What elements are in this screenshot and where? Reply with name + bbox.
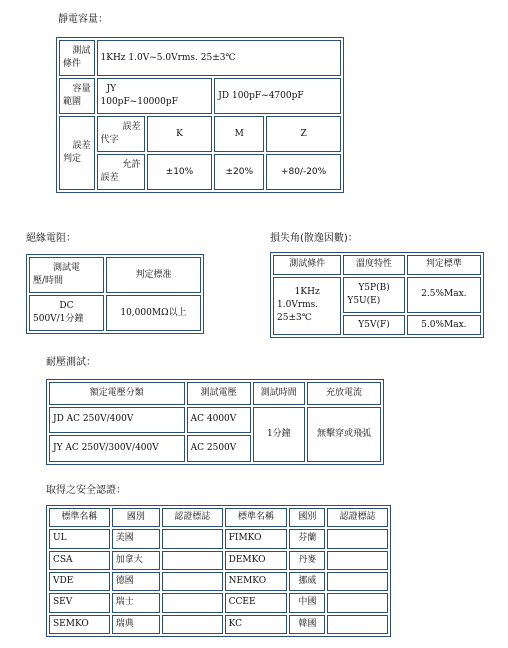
capacitance-heading: 靜電容量：	[58, 14, 108, 25]
cert-mark	[162, 529, 223, 548]
cert-standard: NEMKO	[225, 572, 288, 591]
tolerance-m: ±20%	[214, 154, 264, 190]
loss-standard-1: 2.5%Max.	[407, 277, 481, 314]
cert-standard: UL	[49, 529, 110, 548]
jd-range: JD 100pF~4700pF	[214, 78, 341, 114]
loss-standard-2: 5.0%Max.	[407, 315, 481, 335]
withstand-row1-voltage: AC 4000V	[187, 407, 251, 434]
loss-header-condition: 測試條件	[273, 255, 341, 275]
cert-country: 瑞士	[112, 593, 160, 612]
certs-table	[46, 505, 391, 637]
cert-country: 丹麥	[289, 551, 325, 570]
test-condition-label: 測試 條件	[59, 40, 95, 76]
certs-header-country-2: 國別	[289, 508, 325, 527]
certs-header-standard-2: 標準名稱	[225, 508, 288, 527]
code-m: M	[214, 116, 264, 152]
cert-country: 中國	[289, 593, 325, 612]
code-z: Z	[266, 116, 341, 152]
cert-country: 瑞典	[112, 615, 160, 634]
insulation-voltage: DC 500V/1分鐘	[29, 295, 104, 331]
table-row	[49, 529, 388, 548]
range-label: 容量 範圍	[59, 78, 95, 114]
withstand-header-voltage: 測試電壓	[187, 382, 251, 405]
cert-mark	[327, 615, 388, 634]
loss-temp-1: Y5P(B) Y5U(E)	[343, 277, 404, 314]
withstand-row2-class: JY AC 250V/300V/400V	[49, 435, 185, 462]
jy-range: JY 100pF~10000pF	[97, 78, 213, 114]
insulation-col1-header: 測試電 壓/時間	[29, 257, 104, 293]
table-row	[49, 572, 388, 591]
test-condition-value: 1KHz 1.0V~5.0Vrms. 25±3℃	[97, 40, 342, 76]
tolerance-z: +80/-20%	[266, 154, 341, 190]
withstand-header-current: 充放電流	[307, 382, 381, 405]
cert-country: 韓國	[289, 615, 325, 634]
withstand-row1-class: JD AC 250V/400V	[49, 407, 185, 434]
capacitance-table	[56, 37, 344, 193]
cert-mark	[162, 593, 223, 612]
cert-standard: VDE	[49, 572, 110, 591]
insulation-table	[26, 254, 204, 334]
withstand-heading: 耐壓測試：	[46, 357, 96, 368]
loss-temp-2: Y5V(F)	[343, 315, 404, 335]
cert-mark	[162, 551, 223, 570]
table-row	[49, 593, 388, 612]
cert-country: 美國	[112, 529, 160, 548]
cert-standard: KC	[225, 615, 288, 634]
cert-standard: FIMKO	[225, 529, 288, 548]
loss-heading: 損失角(散逸因數)：	[270, 233, 358, 244]
certs-heading: 取得之安全認證：	[46, 485, 126, 496]
withstand-row2-voltage: AC 2500V	[187, 435, 251, 462]
insulation-col2-header: 判定標准	[106, 257, 201, 293]
certs-header-country: 國別	[112, 508, 160, 527]
loss-header-standard: 判定標準	[407, 255, 481, 275]
cert-mark	[162, 615, 223, 634]
loss-condition: 1KHz 1.0Vrms. 25±3℃	[273, 277, 341, 335]
withstand-table	[46, 379, 384, 465]
loss-header-temp: 溫度特性	[343, 255, 404, 275]
certs-header-mark: 認證標誌	[162, 508, 223, 527]
cert-country: 德國	[112, 572, 160, 591]
cert-standard: SEMKO	[49, 615, 110, 634]
cert-country: 挪威	[289, 572, 325, 591]
tolerance-k: ±10%	[147, 154, 213, 190]
withstand-time: 1分鐘	[253, 407, 305, 462]
withstand-header-class: 額定電壓分類	[49, 382, 185, 405]
cert-mark	[327, 572, 388, 591]
error-code-label: 誤差 代字	[97, 116, 145, 152]
cert-mark	[162, 572, 223, 591]
certs-header-mark-2: 認證標誌	[327, 508, 388, 527]
cert-mark	[327, 529, 388, 548]
cert-country: 芬蘭	[289, 529, 325, 548]
cert-standard: CCEE	[225, 593, 288, 612]
code-k: K	[147, 116, 213, 152]
cert-country: 加拿大	[112, 551, 160, 570]
table-row	[49, 551, 388, 570]
loss-table	[270, 252, 484, 338]
withstand-current: 無擊穿或飛弧	[307, 407, 381, 462]
withstand-header-time: 測試時間	[253, 382, 305, 405]
cert-standard: CSA	[49, 551, 110, 570]
allow-error-label: 允許 誤差	[97, 154, 145, 190]
insulation-criterion: 10,000MΩ以上	[106, 295, 201, 331]
cert-standard: SEV	[49, 593, 110, 612]
certs-header-standard: 標準名稱	[49, 508, 110, 527]
cert-standard: DEMKO	[225, 551, 288, 570]
insulation-heading: 絕緣電阻：	[26, 233, 76, 244]
table-row	[49, 615, 388, 634]
cert-mark	[327, 551, 388, 570]
error-label: 誤差 判定	[59, 116, 95, 190]
cert-mark	[327, 593, 388, 612]
